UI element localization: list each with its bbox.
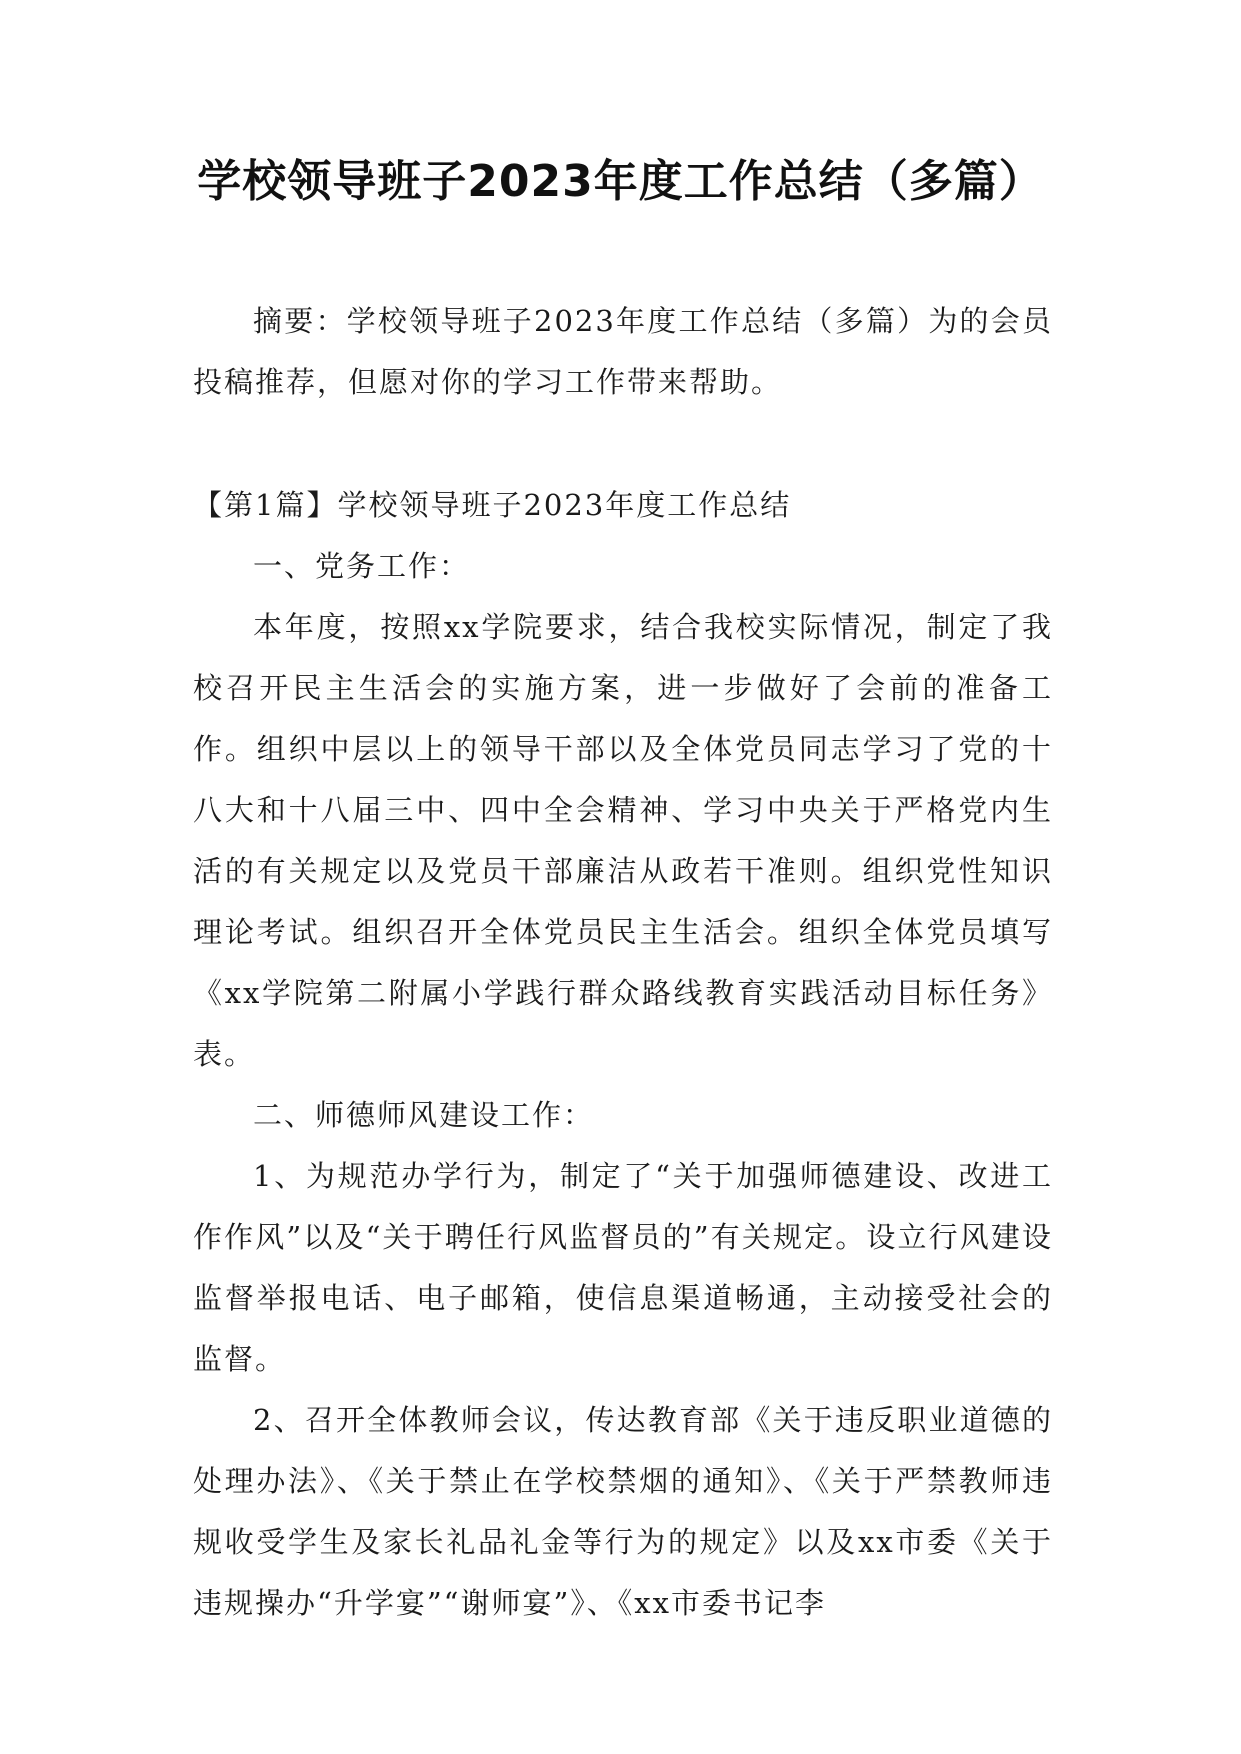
document-title: 学校领导班子2023年度工作总结（多篇） bbox=[197, 156, 1044, 207]
section-heading-teacher-ethics: 二、师德师风建设工作： bbox=[253, 1098, 595, 1132]
part-heading: 【第1篇】学校领导班子2023年度工作总结 bbox=[193, 488, 792, 522]
teacher-ethics-item-2: 2、召开全体教师会议，传达教育部《关于违反职业道德的处理办法》、《关于禁止在学校禁烟的通知》、《关于严禁教师违规收受学生及家长礼品礼金等行为的规定》以及xx市委《关于违规操办“升学宴”“谢师宴”》、《xx市委书记李 bbox=[193, 1403, 1053, 1620]
spacer bbox=[193, 413, 1053, 475]
document-body bbox=[193, 291, 1053, 1634]
party-work-paragraph: 本年度，按照xx学院要求，结合我校实际情况，制定了我校召开民主生活会的实施方案，进一步做好了会前的准备工作。组织中层以上的领导干部以及全体党员同志学习了党的十八大和十八届三中、四中全会精神、学习中央关于严格党内生活的有关规定以及党员干部廉洁从政若干准则。组织党性知识理论考试。组织召开全体党员民主生活会。组织全体党员填写《xx学院第二附属小学践行群众路线教育实践活动目标任务》表。 bbox=[193, 610, 1053, 1071]
section-heading-party-work: 一、党务工作： bbox=[253, 549, 471, 583]
teacher-ethics-item-1: 1、为规范办学行为，制定了“关于加强师德建设、改进工作作风”以及“关于聘任行风监督员的”有关规定。设立行风建设监督举报电话、电子邮箱，使信息渠道畅通，主动接受社会的监督。 bbox=[193, 1159, 1053, 1376]
abstract-paragraph: 摘要：学校领导班子2023年度工作总结（多篇）为的会员投稿推荐，但愿对你的学习工作带来帮助。 bbox=[193, 304, 1053, 399]
